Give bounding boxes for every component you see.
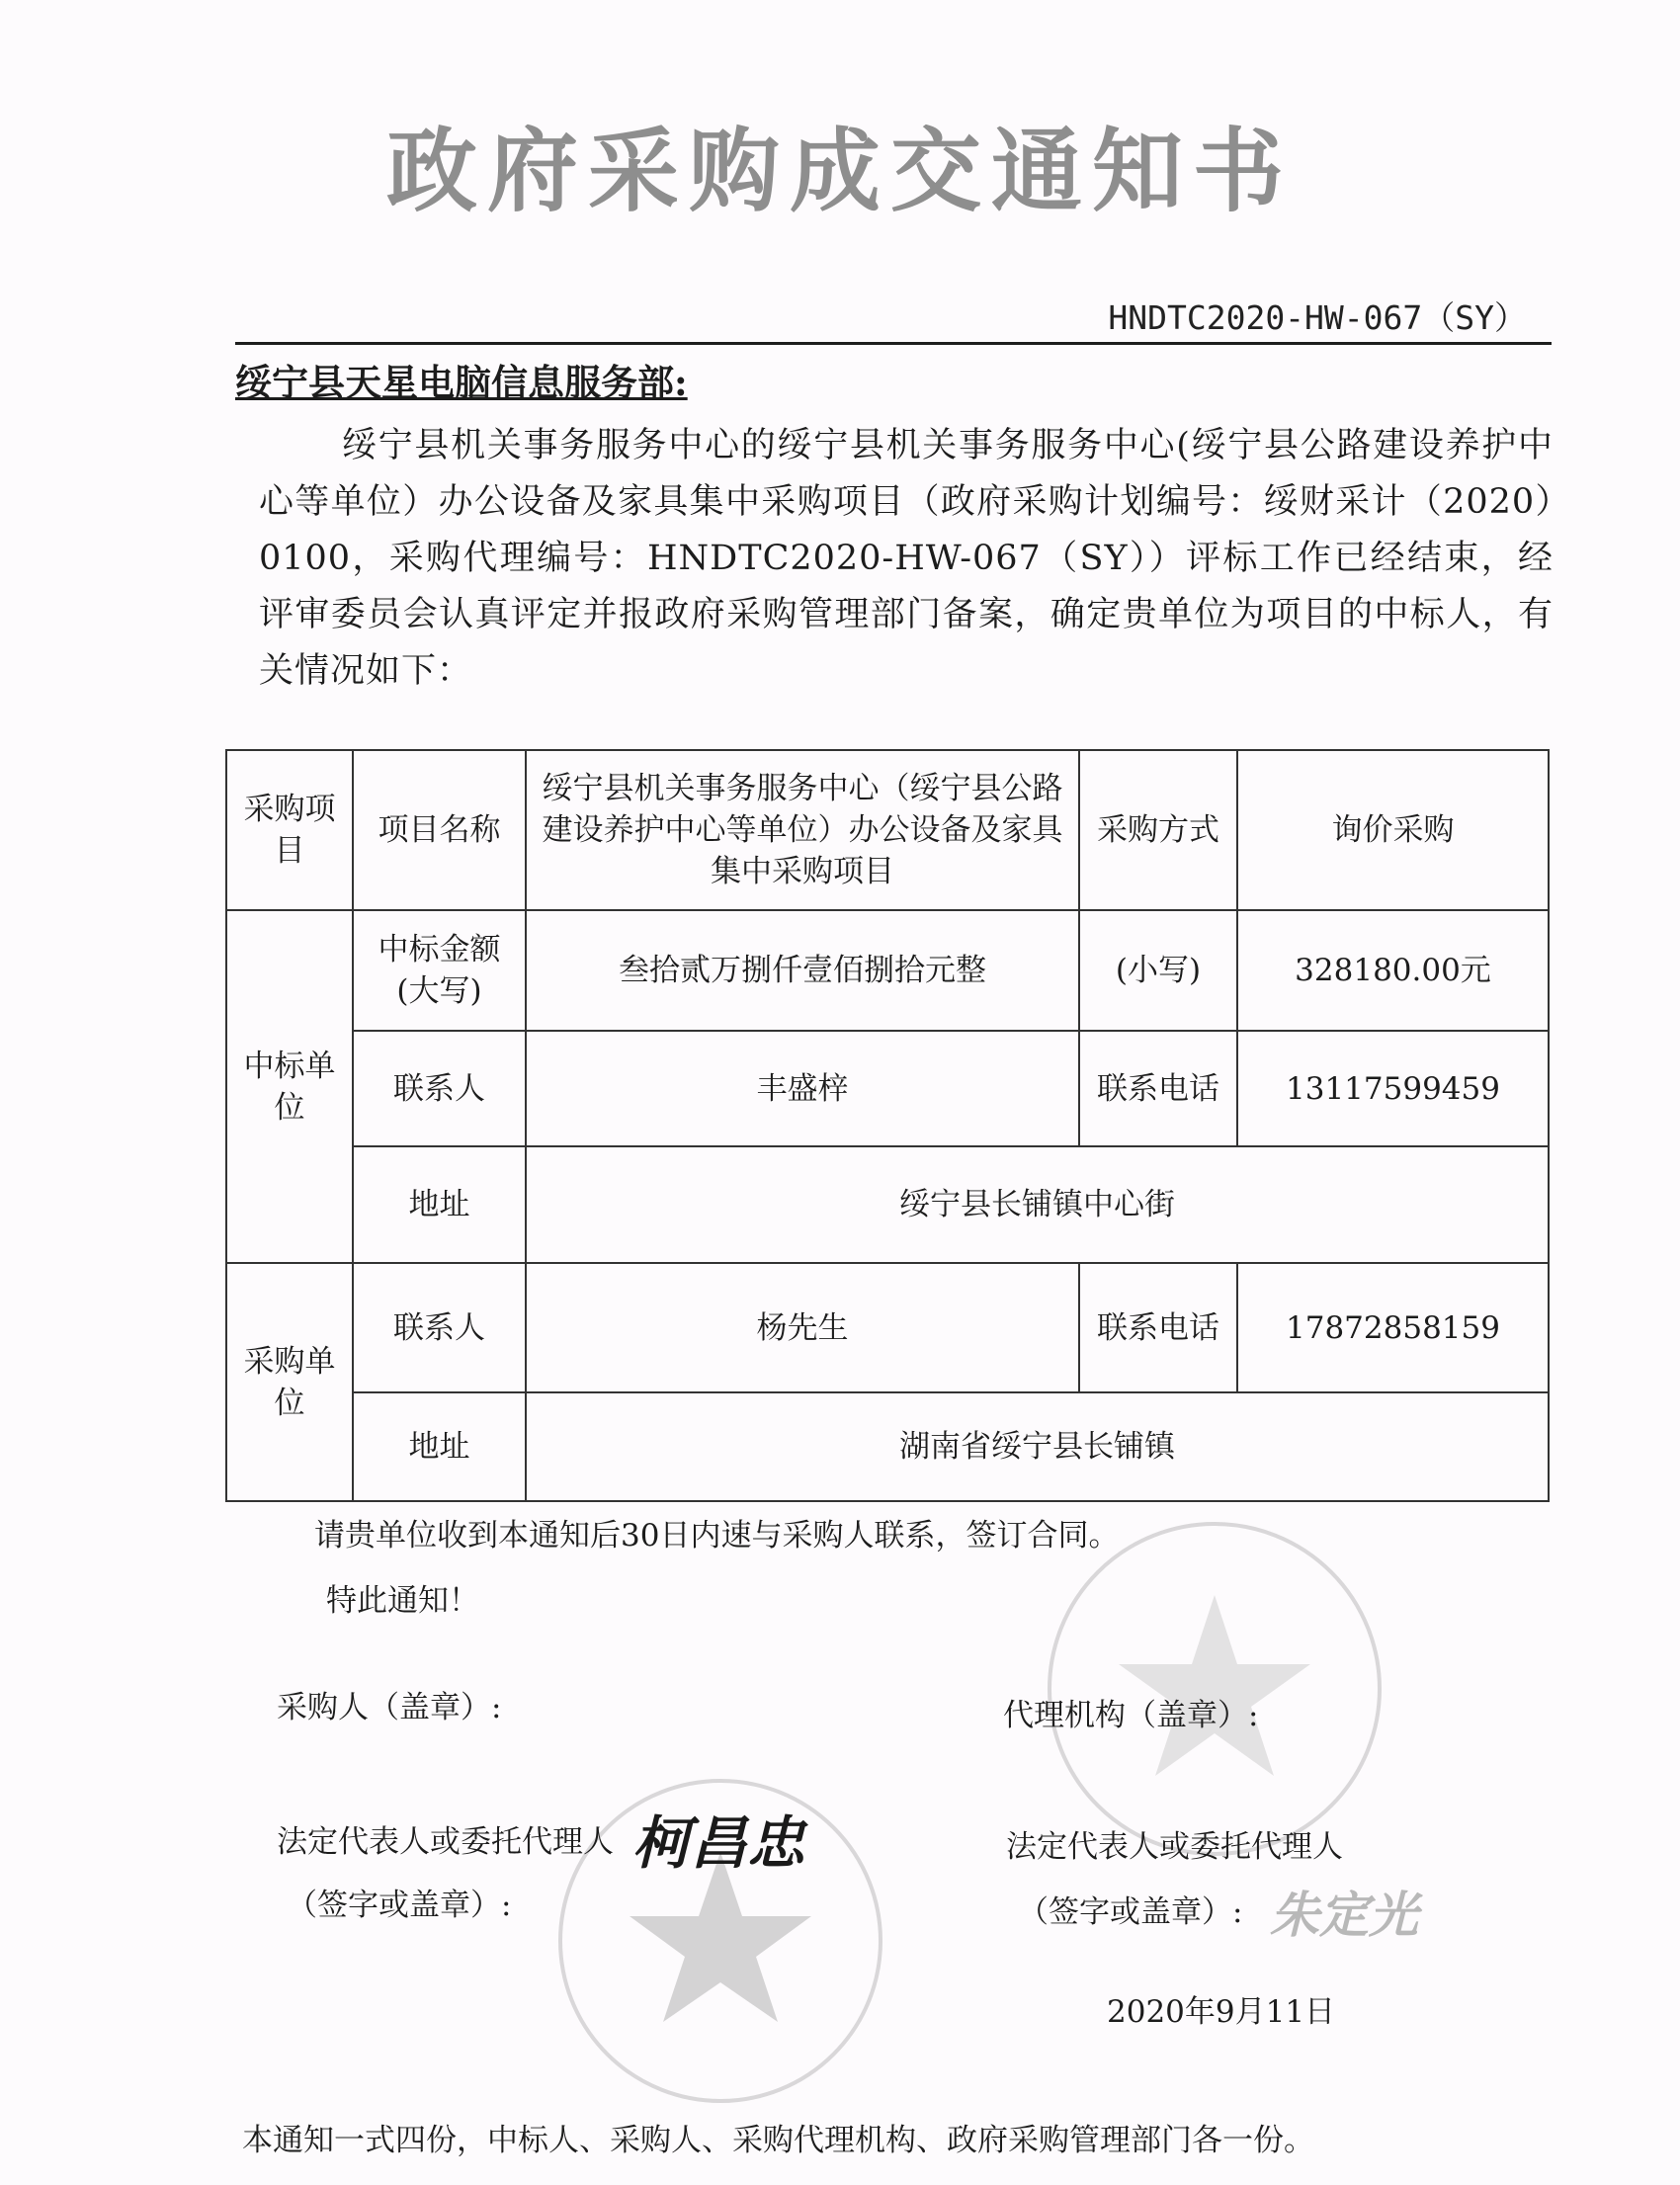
sign-instruction-right: （签字或盖章）: [1018,1894,1243,1930]
winner-phone-label: 联系电话 [1079,1031,1237,1145]
agency-seal-label: 代理机构（盖章）: [1003,1698,1259,1733]
body-paragraph: 绥宁县机关事务服务中心的绥宁县机关事务服务中心(绥宁县公路建设养护中心等单位）办公设备及家具集中采购项目（政府采购计划编号：绥财采计（2020）0100，采购代理编号：HNDTC2020-HW-067（SY））评标工作已经结束，经评审委员会认真评定并报政府采购管理部门备案，确定贵单位为项目的中标人，有关情况如下： [259,426,1554,691]
winner-address-value: 绥宁县长铺镇中心街 [526,1146,1549,1263]
date: 2020年9月11日 [1107,1994,1336,2030]
legal-rep-left: 法定代表人或委托代理人 [277,1824,614,1860]
closing-text: 特此通知！ [326,1583,479,1619]
buyer-seal-label: 采购人（盖章）: [277,1690,502,1725]
buyer-contact-label: 联系人 [353,1263,526,1392]
method-value: 询价采购 [1237,750,1549,910]
table-row [226,1392,1549,1501]
buyer-contact-value: 杨先生 [526,1263,1079,1392]
page-title: 政府采购成交通知书 [385,118,1294,224]
agency-seal-stamp [1048,1522,1382,1856]
contact-notice: 请贵单位收到本通知后30日内速与采购人联系，签订合同。 [314,1518,1120,1554]
buyer-phone-label: 联系电话 [1079,1263,1237,1392]
buyer-phone-value: 17872858159 [1237,1263,1549,1392]
winner-group-label: 中标单位 [226,910,353,1263]
winner-address-label: 地址 [353,1146,526,1263]
amount-number-value: 328180.00元 [1237,910,1549,1032]
legal-rep-right: 法定代表人或委托代理人 [1006,1829,1343,1865]
document-number: HNDTC2020-HW-067（SY） [1108,298,1527,337]
winner-contact-label: 联系人 [353,1031,526,1145]
buyer-address-value: 湖南省绥宁县长铺镇 [526,1392,1549,1501]
table-row [226,910,1549,1032]
buyer-group-label: 采购单位 [226,1263,353,1501]
winner-contact-value: 丰盛梓 [526,1031,1079,1145]
project-group-label: 采购项目 [226,750,353,910]
amount-small-label: (小写) [1079,910,1237,1032]
award-table [225,749,1550,1502]
winner-phone-value: 13117599459 [1237,1031,1549,1145]
amount-label: 中标金额(大写) [353,910,526,1032]
handwritten-signature-left: 柯昌忠 [632,1809,805,1877]
method-label: 采购方式 [1079,750,1237,910]
sign-instruction-left: （签字或盖章）: [287,1888,512,1923]
handwritten-signature-right: 朱定光 [1270,1886,1418,1944]
project-name-value: 绥宁县机关事务服务中心（绥宁县公路建设养护中心等单位）办公设备及家具集中采购项目 [526,750,1079,910]
table-row [226,750,1549,910]
table-row [226,1031,1549,1145]
project-name-label: 项目名称 [353,750,526,910]
table-row [226,1263,1549,1392]
table-row [226,1146,1549,1263]
buyer-address-label: 地址 [353,1392,526,1501]
footer-note: 本通知一式四份，中标人、采购人、采购代理机构、政府采购管理部门各一份。 [242,2123,1314,2158]
amount-words-value: 叁拾贰万捌仟壹佰捌拾元整 [526,910,1079,1032]
header-rule [235,342,1552,345]
addressee: 绥宁县天星电脑信息服务部: [235,361,688,404]
